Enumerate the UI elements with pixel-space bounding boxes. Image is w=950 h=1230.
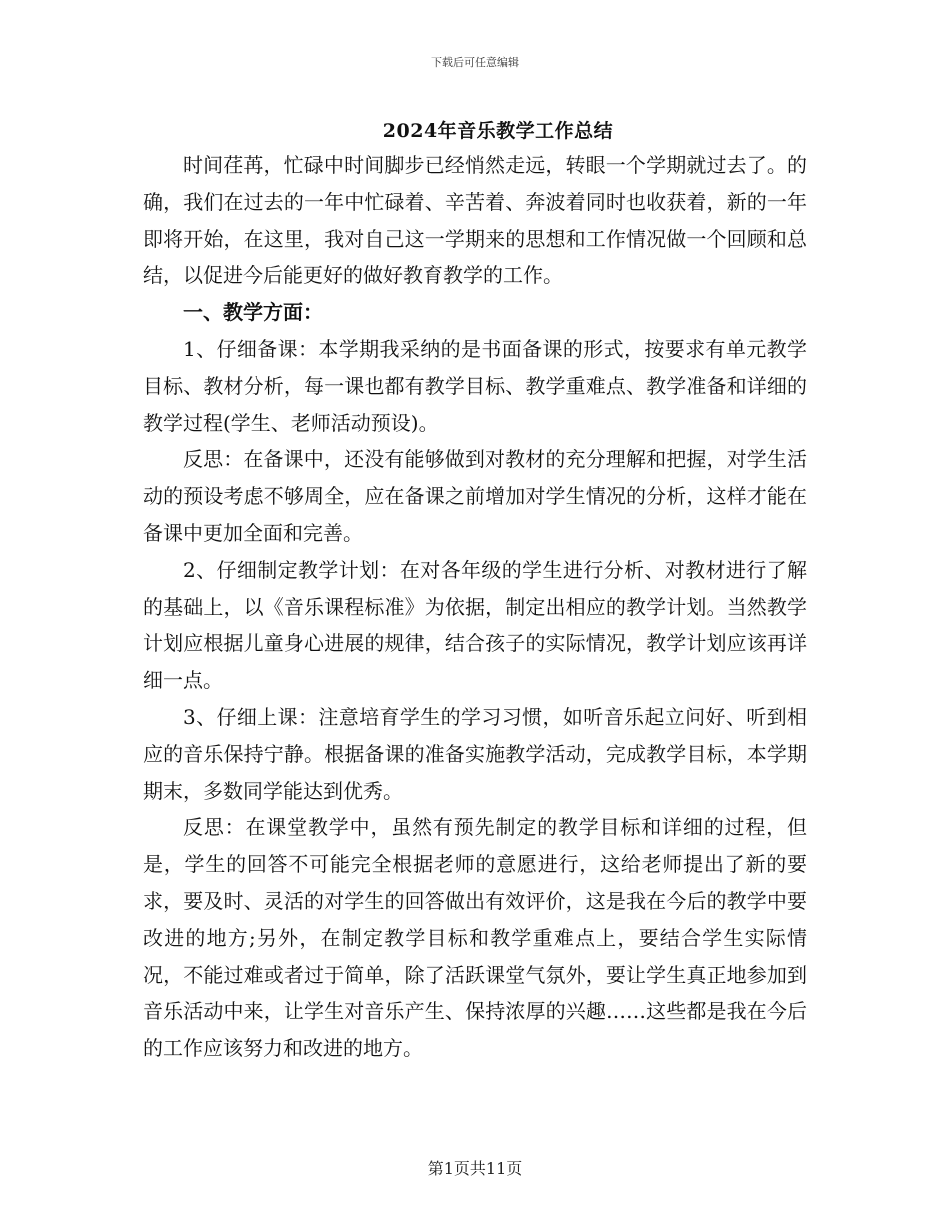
page-number: 第1页共11页 (427, 1159, 523, 1178)
paragraph-class-teaching: 3、仔细上课：注意培育学生的学习习惯，如听音乐起立问好、听到相应的音乐保持宁静。根据备课的准备实施教学活动，完成教学目标，本学期期末，多数同学能达到优秀。 (143, 704, 807, 803)
document-body (143, 147, 807, 1067)
paragraph-reflection-2: 反思：在课堂教学中，虽然有预先制定的教学目标和详细的过程，但是，学生的回答不可能完全根据老师的意愿进行，这给老师提出了新的要求，要及时、灵活的对学生的回答做出有效评价，这是我在今后的教学中要改进的地方;另外，在制定教学目标和教学重难点上，要结合学生实际情况，不能过难或者过于简单，除了活跃课堂气氛外，要让学生真正地参加到音乐活动中来，让学生对音乐产生、保持浓厚的兴趣……这些都是我在今后的工作应该努力和改进的地方。 (143, 815, 807, 1061)
header-note: 下载后可任意编辑 (431, 56, 519, 69)
document-title: 2024年音乐教学工作总结 (382, 120, 614, 142)
paragraph-lesson-prep: 1、仔细备课：本学期我采纳的是书面备课的形式，按要求有单元教学目标、教材分析，每一课也都有教学目标、教学重难点、教学准备和详细的教学过程(学生、老师活动预设)。 (143, 336, 807, 435)
paragraph-teaching-plan: 2、仔细制定教学计划：在对各年级的学生进行分析、对教材进行了解的基础上，以《音乐课程标准》为依据，制定出相应的教学计划。当然教学计划应根据儿童身心进展的规律，结合孩子的实际情况，教学计划应该再详细一点。 (143, 557, 807, 693)
paragraph-intro: 时间荏苒，忙碌中时间脚步已经悄然走远，转眼一个学期就过去了。的确，我们在过去的一年中忙碌着、辛苦着、奔波着同时也收获着，新的一年即将开始，在这里，我对自己这一学期来的思想和工作情况做一个回顾和总结，以促进今后能更好的做好教育教学的工作。 (143, 153, 807, 288)
section-heading-teaching: 一、教学方面： (183, 300, 323, 325)
paragraph-reflection-1: 反思：在备课中，还没有能够做到对教材的充分理解和把握，对学生活动的预设考虑不够周全，应在备课之前增加对学生情况的分析，这样才能在备课中更加全面和完善。 (143, 447, 807, 545)
